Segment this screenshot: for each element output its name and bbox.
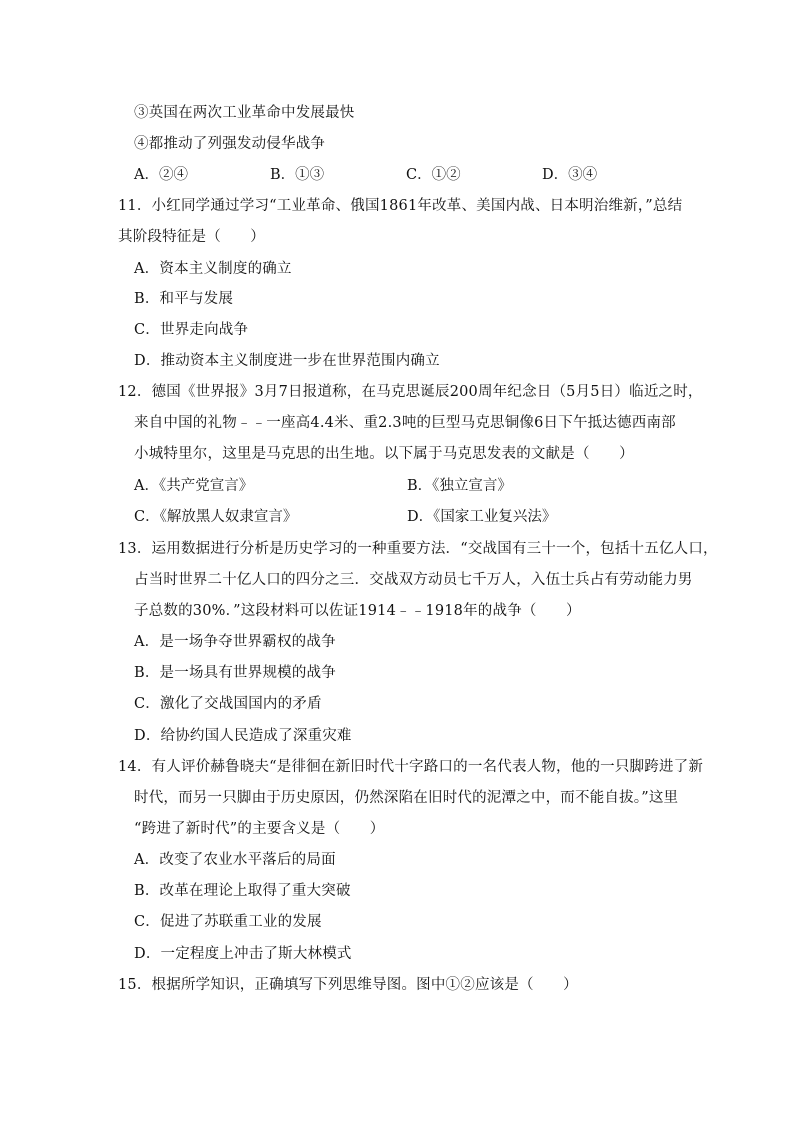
q11-option-d[interactable]: D．推动资本主义制度进一步在世界范围内确立 (134, 353, 440, 369)
q14-stem-line-2: 时代，而另一只脚由于历史原因，仍然深陷在旧时代的泥潭之中，而不能自拔。”这里 (134, 790, 679, 806)
q11-stem-line-2: 其阶段特征是（ ） (118, 229, 265, 245)
q11-option-a[interactable]: A．资本主义制度的确立 (134, 261, 292, 277)
q11-option-c[interactable]: C．世界走向战争 (134, 322, 249, 338)
q12-option-d[interactable]: D．《国家工业复兴法》 (407, 509, 557, 525)
q12-options-row-2 (134, 507, 694, 527)
q13-stem-line-1: 13．运用数据进行分析是历史学习的一种重要方法．“交战国有三十一个，包括十五亿人口， (118, 541, 718, 557)
q10-options (134, 165, 694, 185)
q15-stem-line-1: 15．根据所学知识，正确填写下列思维导图。图中①②应该是（ ） (118, 977, 578, 993)
q13-option-b[interactable]: B．是一场具有世界规模的战争 (134, 665, 336, 681)
q12-option-b[interactable]: B．《独立宣言》 (407, 478, 512, 494)
q14-stem-line-1: 14．有人评价赫鲁晓夫“是徘徊在新旧时代十字路口的一名代表人物，他的一只脚跨进了新 (118, 759, 704, 775)
q14-option-a[interactable]: A．改变了农业水平落后的局面 (134, 852, 336, 868)
q14-option-c[interactable]: C．促进了苏联重工业的发展 (134, 914, 322, 930)
q12-stem-line-2: 来自中国的礼物﹣﹣一座高4.4米、重2.3吨的巨型马克思铜像6日下午抵达德西南部 (134, 415, 676, 431)
q13-option-d[interactable]: D．给协约国人民造成了深重灾难 (134, 728, 352, 744)
q12-option-a[interactable]: A．《共产党宣言》 (134, 478, 254, 494)
q10-option-c[interactable]: C．①② (406, 167, 461, 183)
q10-statement-4: ④都推动了列强发动侵华战争 (134, 136, 326, 152)
q11-stem-line-1: 11．小红同学通过学习“工业革命、俄国1861年改革、美国内战、日本明治维新，”总结 (118, 198, 683, 214)
q12-stem-line-1: 12．德国《世界报》3月7日报道称，在马克思诞辰200周年纪念日（5月5日）临近之时， (118, 384, 703, 400)
q10-option-a[interactable]: A．②④ (134, 167, 188, 183)
q12-options-row-1 (134, 476, 694, 496)
q10-statement-3: ③英国在两次工业革命中发展最快 (134, 105, 355, 121)
q11-option-b[interactable]: B．和平与发展 (134, 291, 234, 307)
q12-option-c[interactable]: C．《解放黑人奴隶宣言》 (134, 509, 298, 525)
q10-option-b[interactable]: B．①③ (270, 167, 325, 183)
q14-option-b[interactable]: B．改革在理论上取得了重大突破 (134, 883, 351, 899)
q10-option-d[interactable]: D．③④ (542, 167, 598, 183)
q13-stem-line-2: 占当时世界二十亿人口的四分之三．交战双方动员七千万人，入伍士兵占有劳动能力男 (134, 572, 693, 588)
q14-option-d[interactable]: D．一定程度上冲击了斯大林模式 (134, 946, 352, 962)
q13-option-c[interactable]: C．激化了交战国国内的矛盾 (134, 696, 322, 712)
q13-stem-line-3: 子总数的30%．”这段材料可以佐证1914﹣﹣1918年的战争（ ） (134, 603, 581, 619)
q13-option-a[interactable]: A．是一场争夺世界霸权的战争 (134, 634, 336, 650)
q14-stem-line-3: “跨进了新时代”的主要含义是（ ） (134, 821, 385, 837)
q12-stem-line-3: 小城特里尔，这里是马克思的出生地。以下属于马克思发表的文献是（ ） (134, 446, 634, 462)
